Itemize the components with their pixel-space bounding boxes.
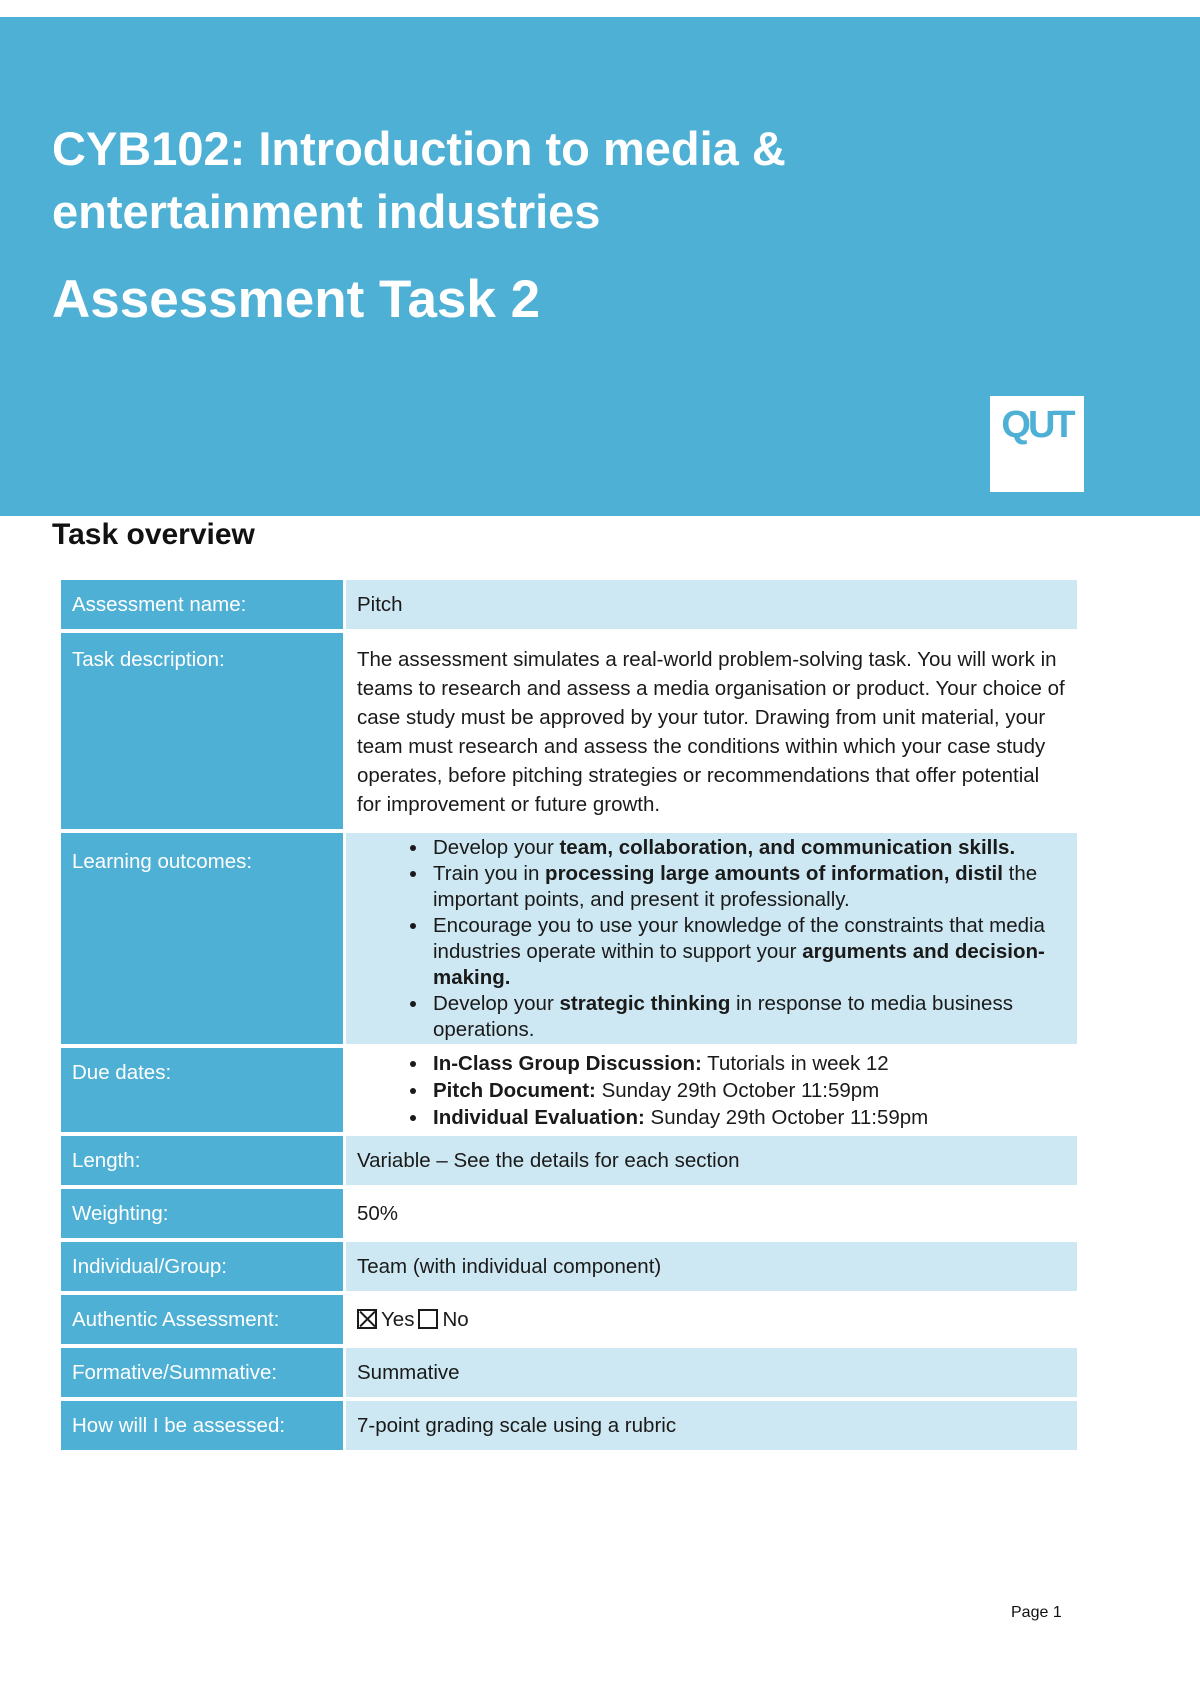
list-item: • Individual Evaluation: Sunday 29th October 11:59pm xyxy=(429,1104,1066,1131)
list-item: • Develop your team, collaboration, and communication skills. xyxy=(429,835,1066,861)
row-length xyxy=(61,1136,1077,1185)
row-label: How will I be assessed: xyxy=(61,1401,343,1450)
task-overview-table xyxy=(58,576,1080,1454)
row-label: Assessment name: xyxy=(61,580,343,629)
row-label: Task description: xyxy=(61,633,343,829)
no-checkbox[interactable] xyxy=(418,1309,438,1329)
row-value: Team (with individual component) xyxy=(346,1242,1077,1291)
list-item: • Pitch Document: Sunday 29th October 11:59pm xyxy=(429,1077,1066,1104)
row-value: The assessment simulates a real-world problem-solving task. You will work in teams to research and assess a media organisation or product. Your choice of case study must be approved by your tutor. Drawing from unit material, your team must research and assess the conditions within which your case study operates, before pitching strategies or recommendations that offer potential for improvement or future growth. xyxy=(346,633,1077,829)
title-banner xyxy=(0,17,1200,516)
row-value: 7-point grading scale using a rubric xyxy=(346,1401,1077,1450)
row-individual-group xyxy=(61,1242,1077,1291)
page-number: Page 1 xyxy=(1011,1604,1062,1621)
row-label: Due dates: xyxy=(61,1048,343,1132)
row-value xyxy=(346,1295,1077,1344)
course-title: CYB102: Introduction to media & entertainment industries xyxy=(52,122,786,238)
row-value: Variable – See the details for each section xyxy=(346,1136,1077,1185)
row-weighting xyxy=(61,1189,1077,1238)
row-how-assessed xyxy=(61,1401,1077,1450)
row-label: Weighting: xyxy=(61,1189,343,1238)
row-value: Summative xyxy=(346,1348,1077,1397)
no-label: No xyxy=(442,1308,469,1331)
list-item: • In-Class Group Discussion: Tutorials in week 12 xyxy=(429,1050,1066,1077)
row-assessment-name xyxy=(61,580,1077,629)
row-learning-outcomes xyxy=(61,833,1077,1044)
row-authentic-assessment xyxy=(61,1295,1077,1344)
due-dates-list xyxy=(357,1050,1066,1131)
yes-label: Yes xyxy=(381,1308,415,1331)
row-value xyxy=(346,1048,1077,1132)
yes-checkbox[interactable] xyxy=(357,1309,377,1329)
outcomes-list xyxy=(357,835,1066,1043)
row-label: Individual/Group: xyxy=(61,1242,343,1291)
list-item: • Develop your strategic thinking in response to media business operations. xyxy=(429,991,1066,1043)
assessment-title: Assessment Task 2 xyxy=(52,270,541,329)
row-value xyxy=(346,833,1077,1044)
row-due-dates xyxy=(61,1048,1077,1132)
qut-logo: QUT xyxy=(990,396,1084,492)
row-label: Length: xyxy=(61,1136,343,1185)
task-overview-heading: Task overview xyxy=(52,518,255,551)
list-item: • Encourage you to use your knowledge of the constraints that media industries operate within to support your arguments and decision-making. xyxy=(429,913,1066,991)
row-value: 50% xyxy=(346,1189,1077,1238)
row-label: Formative/Summative: xyxy=(61,1348,343,1397)
row-formative-summative xyxy=(61,1348,1077,1397)
row-task-description xyxy=(61,633,1077,829)
row-value: Pitch xyxy=(346,580,1077,629)
list-item: • Train you in processing large amounts of information, distil the important points, and present it professionally. xyxy=(429,861,1066,913)
row-label: Learning outcomes: xyxy=(61,833,343,1044)
row-label: Authentic Assessment: xyxy=(61,1295,343,1344)
